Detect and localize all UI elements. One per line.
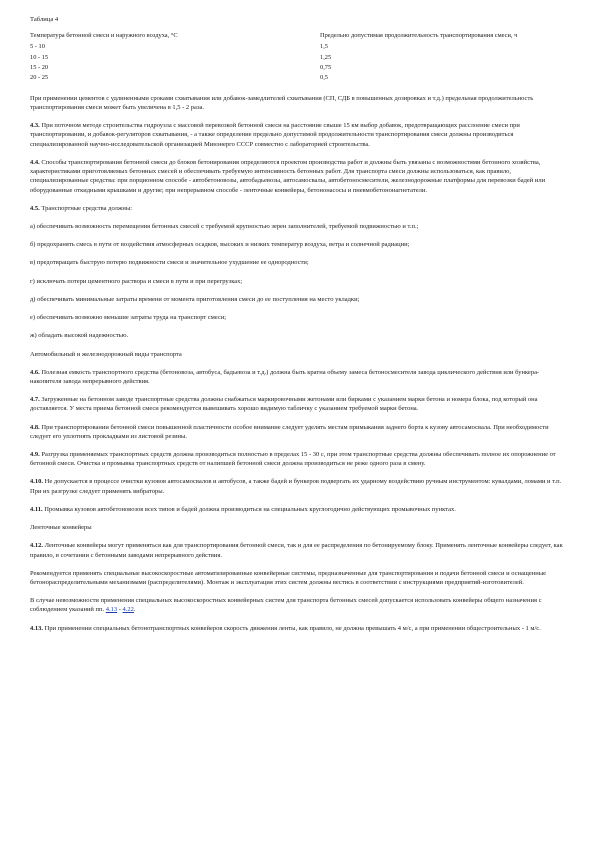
paragraph-text: В случае невозможности применения специальных высокоскоростных конвейерных систем для транспорта бетонных смесей допускается использовать конвейеры общего назначения с соблюдением указаний пп. (30, 597, 542, 614)
paragraph-text: б) предохранять смесь в пути от воздействия атмосферных осадков, высоких и низких температур воздуха, ветра и солнечной радиации; (30, 241, 410, 249)
table-row (30, 64, 570, 74)
clause-number: 4.4. (30, 158, 40, 166)
paragraph-text: в) предотвращать быструю потерю подвижности смеси и значительное ухудшение ее однородности; (30, 259, 309, 267)
section-heading (30, 523, 570, 532)
paragraph (30, 158, 570, 195)
temperature-table (30, 32, 570, 85)
table-cell: 5 - 10 (30, 43, 45, 51)
section-heading-text: Автомобильный и железнодорожный виды транспорта (30, 350, 182, 358)
clause-link[interactable]: 4.22 (122, 606, 134, 614)
paragraph-text: д) обеспечивать минимальные затраты времени от момента приготовления смеси до ее поступления на место укладки; (30, 295, 360, 303)
paragraph-text: е) обеспечивать возможно меньшие затраты труда на транспорт смеси; (30, 314, 227, 322)
paragraph-text: При поточном методе строительства гидроузла с массовой перевозкой бетонной смеси на расстояние свыше 15 км выбор добавок, предотвращающих расслоение смеси при транспортировании, и добавок-регуляторов схватывания, - а также определение предельно допустимой продолжительности транспортирования смеси должны производиться специализированной научно-исследовательской организацией Минэнерго СССР совместно с лабораторией строительства. (30, 122, 520, 148)
clause-number: 4.3. (30, 122, 40, 130)
paragraph-text: Разгрузка применяемых транспортных средств должна производиться полностью в пределах 15 - 30 с, при этом транспортные средства должны обеспечивать полное их опорожнение от бетонной смеси. Очистка и промывка транспортных средств от налипшей бетонной смеси должна производиться не реже одного раза в смену. (30, 451, 556, 468)
clause-number: 4.10. (30, 478, 43, 486)
table-cell: 1,25 (320, 53, 332, 61)
paragraph-text: Ленточные конвейеры могут применяться как для транспортирования бетонной смеси, так и для ее распределения по бетонируемому блоку. Применять ленточные конвейеры следует, как правило, в сочетании с бетонными заводами непрерывного действия. (30, 542, 563, 559)
paragraph (30, 596, 570, 614)
paragraph (30, 423, 570, 441)
paragraph (30, 624, 570, 633)
paragraph (30, 450, 570, 468)
paragraph-text: Не допускается в процессе очистки кузовов автосамосвалов и автобусов, а также бадей и бункеров подвергать их ударному воздействию ручным инструментом: кувалдами, ломами и т.п. При их разгрузке следует применять вибраторы. (30, 478, 562, 495)
paragraph-tail: . (133, 606, 136, 614)
section-heading (30, 350, 570, 359)
clause-number: 4.7. (30, 396, 40, 404)
clause-number: 4.11. (30, 505, 43, 513)
list-item (30, 295, 570, 304)
document-page (30, 16, 570, 642)
table-header-row (30, 32, 570, 43)
clause-number: 4.8. (30, 423, 40, 431)
paragraph-text: ж) обладать высокой надежностью. (30, 332, 129, 340)
table-cell: 0,5 (320, 74, 328, 82)
paragraph (30, 477, 570, 495)
paragraph-text: Способы транспортирования бетонной смеси до блоков бетонирования определяются проектом производства работ и должны быть увязаны с возможностями бетонного хозяйства, характеристиками приготовляемых бетонных смесей и обеспечивать требуемую интенсивность бетонных работ. Для транспорта смеси должны использоваться, как правило, специализированные средства: при порционном способе - автобетоновозы, автобадьевозы, автосамосвалы, автобетоносмесители, железнодорожные платформы для перевозки бадей или оборудованные откидными крышками и другие; при непрерывном способе - ленточные конвейеры, бетононасосы и пневмобетононагнетатели. (30, 158, 546, 194)
paragraph-text: При применении цементов с удлиненными сроками схватывания или добавок-замедлителей схватывания (СП, СДБ в повышенных дозировках и т.д.) предельная продолжительность транспортирования смеси может быть увеличена в 1,5 - 2 раза. (30, 94, 534, 112)
clause-number: 4.9. (30, 451, 40, 459)
paragraph (30, 94, 570, 112)
list-item (30, 313, 570, 322)
clause-number: 4.12. (30, 542, 43, 550)
table-cell: 15 - 20 (30, 64, 49, 72)
clause-link[interactable]: 4.13 (105, 606, 118, 614)
table-cell: 10 - 15 (30, 53, 49, 61)
section-heading-text: Ленточные конвейеры (30, 524, 92, 532)
paragraph-text: Полезная емкость транспортного средства (бетоновоза, автобуса, бадьевоза и т.д.) должна быть кратна объему замеса бетоносмесителя завода циклического действия или бункера-накопителя завода непрерывного действия. (30, 368, 540, 385)
paragraph-text: Транспортные средства должны: (39, 204, 133, 212)
table-cell: 0,75 (320, 64, 332, 72)
table-cell: 20 - 25 (30, 74, 49, 82)
paragraph-text: При транспортировании бетонной смеси повышенной пластичности особое внимание следует уделять местам примыкания заднего борта к кузову автосамосвала. При необходимости следует его уплотнять прокладками из листовой резины. (30, 423, 549, 440)
clause-number: 4.13. (30, 624, 43, 632)
clause-number: 4.6. (30, 368, 40, 376)
table-row (30, 54, 570, 64)
list-item (30, 277, 570, 286)
table-header-cell: Температура бетонной смеси и наружного воздуха, °С (30, 32, 178, 39)
paragraph (30, 368, 570, 386)
list-item (30, 222, 570, 231)
paragraph (30, 541, 570, 559)
paragraph (30, 505, 570, 514)
clause-number: 4.5. (30, 204, 40, 212)
link-separator: - (117, 606, 123, 614)
table-row (30, 74, 570, 84)
paragraph-text: а) обеспечивать возможность перемещения бетонных смесей с требуемой крупностью зерен заполнителей, требуемой подвижностью и т.п.; (30, 222, 419, 230)
table-caption: Таблица 4 (30, 16, 59, 23)
paragraph-text: При применении специальных бетонотранспортных конвейеров скорость движения ленты, как правило, не должна превышать 4 м/с, а при применении общестроительных - 1 м/с. (43, 624, 541, 632)
list-item (30, 331, 570, 340)
paragraph-text: Загруженные на бетонном заводе транспортные средства должны снабжаться маркировочными жетонами или бирками с указанием марки бетона и номера блока, под который она доставляется. У места приема бетонной смеси рекомендуется вывешивать хорошо видимую табличку с указанием требуемой марки бетона. (30, 396, 538, 413)
list-item (30, 258, 570, 267)
table-row (30, 43, 570, 53)
paragraph-text: Рекомендуется применять специальные высокоскоростные автоматизированные конвейерные системы, предназначенные для транспортирования и подачи бетонной смеси и оснащенные бетонораспределительными механизмами (распределителями). Монтаж и эксплуатация этих систем должны вестись в соответствии с инструкциями предприятий-изготовителей. (30, 569, 546, 587)
paragraph (30, 395, 570, 413)
table-header-cell: Предельно допустимая продолжительность транспортирования смеси, ч (320, 32, 518, 39)
paragraph-text: г) исключать потери цементного раствора и смеси в пути и при перегрузках; (30, 277, 243, 285)
paragraph-text: Промывка кузовов автобетоновозов всех типов и бадей должна производиться на специальных круглогодично действующих промывочных пунктах. (42, 505, 456, 513)
paragraph (30, 569, 570, 587)
paragraph (30, 121, 570, 149)
list-item (30, 240, 570, 249)
table-cell: 1,5 (320, 43, 328, 51)
paragraph (30, 204, 570, 213)
